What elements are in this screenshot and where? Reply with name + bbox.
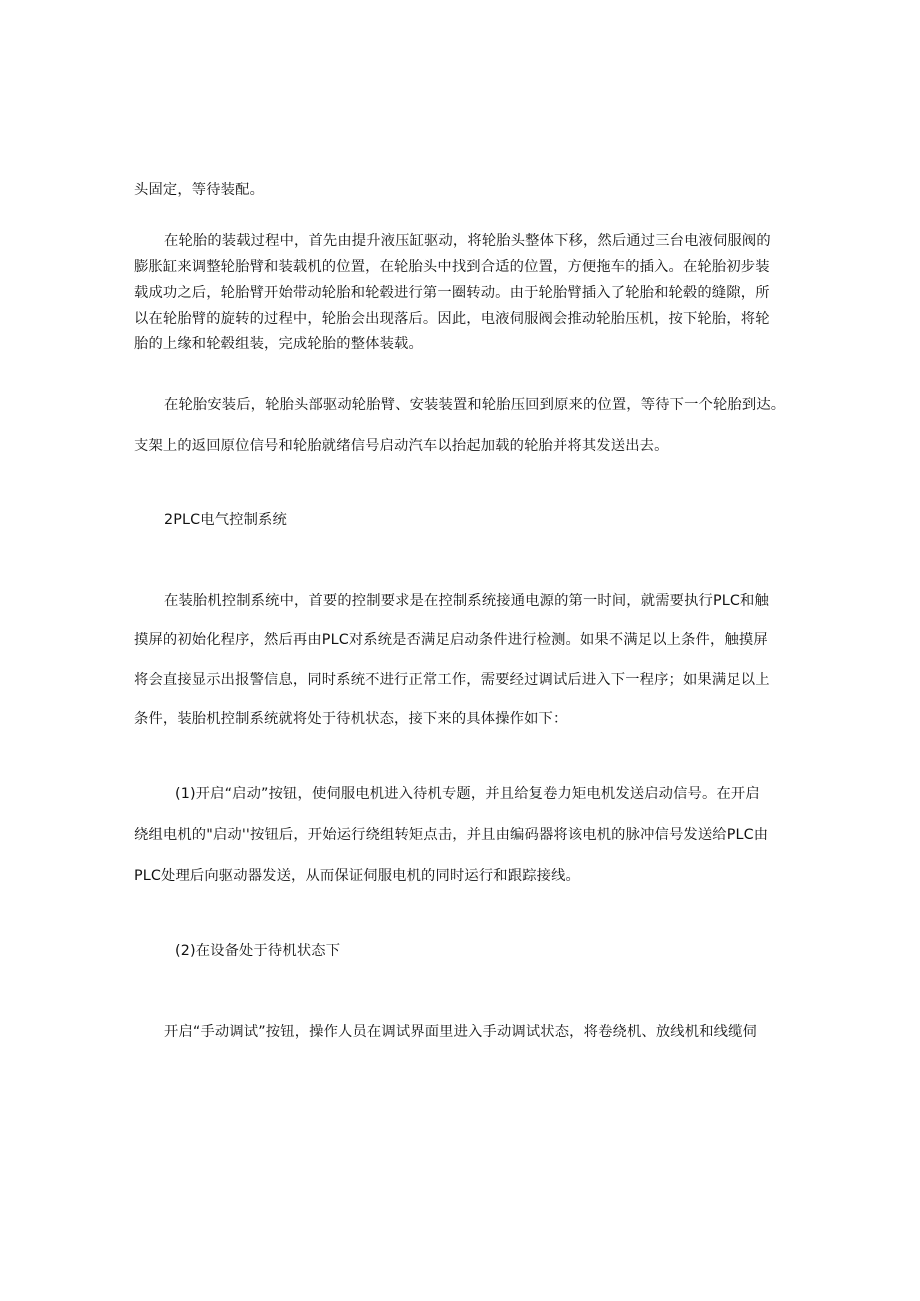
text-line: PLC处理后向驱动器发送，从而保证伺服电机的同时运行和跟踪接线。 [134,868,580,884]
text-line: 载成功之后，轮胎臂开始带动轮胎和轮毂进行第一圈转动。由于轮胎臂插入了轮胎和轮毂的缝隙，所 [134,285,770,301]
text-line: 胎的上缘和轮毂组装，完成轮胎的整体装载。 [134,336,423,352]
text-line: 以在轮胎臂的旋转的过程中，轮胎会出现落后。因此，电液伺服阀会推动轮胎压机，按下轮胎，将轮 [134,311,770,327]
text-line: 绕组电机的"启动''按钮后，开始运行绕组转矩点击，并且由编码器将该电机的脉冲信号发送给PLC由 [134,827,769,843]
list-item-text: (2)在设备处于待机状态下 [175,943,341,959]
section-heading: 2PLC电气控制系统 [164,512,287,528]
text-line: 开启“手动调试”按钮，操作人员在调试界面里进入手动调试状态，将卷绕机、放线机和线缆伺 [164,1024,757,1040]
text-line: 支架上的返回原位信号和轮胎就绪信号启动汽车以抬起加载的轮胎并将其发送出去。 [134,438,669,454]
text-line: 将会直接显示出报警信息，同时系统不进行正常工作，需要经过调试后进入下一程序；如果满足以上 [134,672,770,688]
list-item-text: (1)开启“启动”按钮，使伺服电机进入待机专题，并且给复卷力矩电机发送启动信号。在开启 [175,786,760,802]
text-line: 在装胎机控制系统中，首要的控制要求是在控制系统接通电源的第一时间，就需要执行PLC和触 [164,593,769,609]
text-line: 头固定，等待装配。 [134,182,265,198]
text-line: 条件，装胎机控制系统就将处于待机状态，接下来的具体操作如下： [134,711,568,727]
text-line: 在轮胎安装后，轮胎头部驱动轮胎臂、安装装置和轮胎压回到原来的位置，等待下一个轮胎到达。 [164,397,786,413]
text-line: 在轮胎的装载过程中，首先由提升液压缸驱动，将轮胎头整体下移，然后通过三台电液伺服阀的 [164,233,771,249]
text-line: 膨胀缸来调整轮胎臂和装载机的位置，在轮胎头中找到合适的位置，方便拖车的插入。在轮胎初步装 [134,259,770,275]
text-line: 摸屏的初始化程序，然后再由PLC对系统是否满足启动条件进行检测。如果不满足以上条件，触摸屏 [134,632,768,648]
